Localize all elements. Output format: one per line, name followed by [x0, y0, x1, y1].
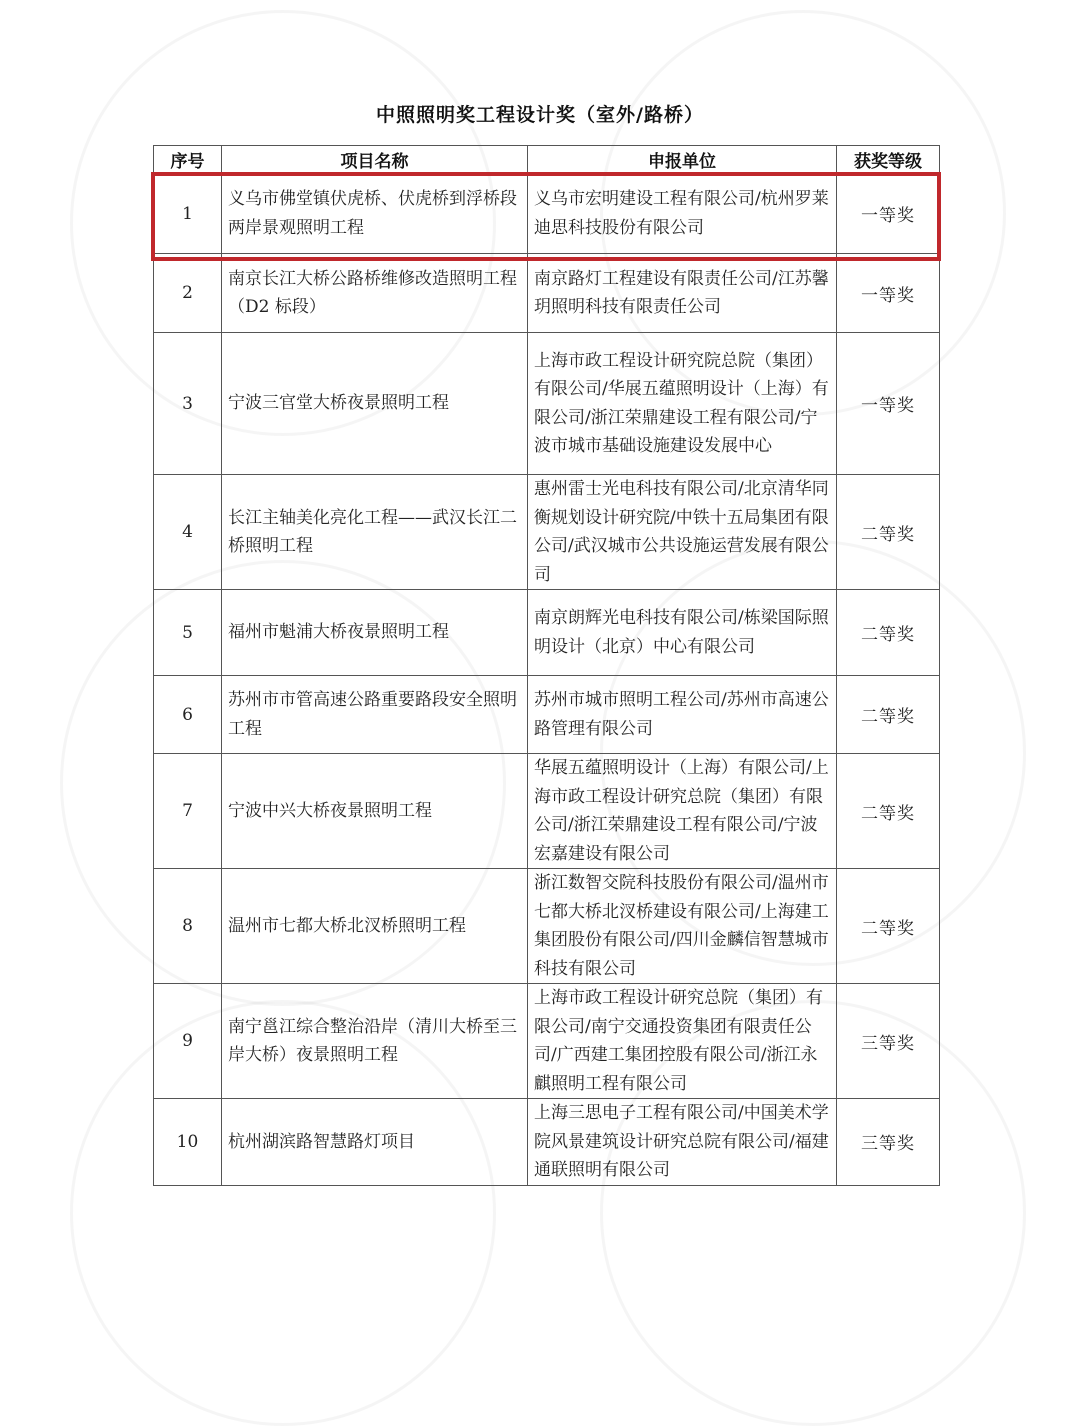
row-award: 二等奖: [837, 475, 940, 590]
row-award: 二等奖: [837, 754, 940, 869]
row-unit: 义乌市宏明建设工程有限公司/杭州罗莱迪思科技股份有限公司: [528, 174, 837, 254]
header-project: 项目名称: [222, 146, 528, 174]
row-award: 一等奖: [837, 254, 940, 333]
row-award: 一等奖: [837, 174, 940, 254]
row-no: 6: [154, 676, 222, 754]
row-no: 4: [154, 475, 222, 590]
row-unit: 上海市政工程设计研究总院（集团）有限公司/南宁交通投资集团有限责任公司/广西建工集团控股有限公司/浙江永麒照明工程有限公司: [528, 984, 837, 1099]
row-no: 10: [154, 1099, 222, 1186]
table-row: [154, 676, 940, 754]
header-no: 序号: [154, 146, 222, 174]
row-award: 二等奖: [837, 676, 940, 754]
row-no: 1: [154, 174, 222, 254]
row-no: 3: [154, 333, 222, 475]
row-no: 7: [154, 754, 222, 869]
row-project: 义乌市佛堂镇伏虎桥、伏虎桥到浮桥段两岸景观照明工程: [222, 174, 528, 254]
row-project: 南宁邕江综合整治沿岸（清川大桥至三岸大桥）夜景照明工程: [222, 984, 528, 1099]
row-project: 福州市魁浦大桥夜景照明工程: [222, 590, 528, 676]
table-row: [154, 333, 940, 475]
row-award: 一等奖: [837, 333, 940, 475]
row-unit: 上海三思电子工程有限公司/中国美术学院风景建筑设计研究总院有限公司/福建通联照明有限公司: [528, 1099, 837, 1186]
table-row: [154, 869, 940, 984]
row-unit: 华展五蕴照明设计（上海）有限公司/上海市政工程设计研究总院（集团）有限公司/浙江荣鼎建设工程有限公司/宁波宏嘉建设有限公司: [528, 754, 837, 869]
row-unit: 浙江数智交院科技股份有限公司/温州市七都大桥北汊桥建设有限公司/上海建工集团股份有限公司/四川金麟信智慧城市科技有限公司: [528, 869, 837, 984]
row-no: 9: [154, 984, 222, 1099]
header-row: [154, 146, 940, 174]
row-unit: 苏州市城市照明工程公司/苏州市高速公路管理有限公司: [528, 676, 837, 754]
row-no: 2: [154, 254, 222, 333]
row-project: 苏州市市管高速公路重要路段安全照明工程: [222, 676, 528, 754]
row-unit: 上海市政工程设计研究院总院（集团）有限公司/华展五蕴照明设计（上海）有限公司/浙江荣鼎建设工程有限公司/宁波市城市基础设施建设发展中心: [528, 333, 837, 475]
row-project: 宁波中兴大桥夜景照明工程: [222, 754, 528, 869]
row-no: 5: [154, 590, 222, 676]
row-project: 杭州湖滨路智慧路灯项目: [222, 1099, 528, 1186]
header-unit: 申报单位: [528, 146, 837, 174]
row-award: 三等奖: [837, 984, 940, 1099]
table-row: [154, 174, 940, 254]
page-title: 中照照明奖工程设计奖（室外/路桥）: [376, 104, 704, 126]
table-row: [154, 984, 940, 1099]
awards-table: [153, 145, 940, 1186]
row-no: 8: [154, 869, 222, 984]
row-unit: 惠州雷士光电科技有限公司/北京清华同衡规划设计研究院/中铁十五局集团有限公司/武汉城市公共设施运营发展有限公司: [528, 475, 837, 590]
row-award: 三等奖: [837, 1099, 940, 1186]
table-row: [154, 590, 940, 676]
row-project: 南京长江大桥公路桥维修改造照明工程（D2 标段）: [222, 254, 528, 333]
table-row: [154, 254, 940, 333]
table-row: [154, 754, 940, 869]
table-row: [154, 475, 940, 590]
row-project: 长江主轴美化亮化工程——武汉长江二桥照明工程: [222, 475, 528, 590]
header-award: 获奖等级: [837, 146, 940, 174]
row-project: 温州市七都大桥北汊桥照明工程: [222, 869, 528, 984]
row-project: 宁波三官堂大桥夜景照明工程: [222, 333, 528, 475]
row-unit: 南京路灯工程建设有限责任公司/江苏馨玥照明科技有限责任公司: [528, 254, 837, 333]
table-row: [154, 1099, 940, 1186]
row-award: 二等奖: [837, 590, 940, 676]
row-unit: 南京朗辉光电科技有限公司/栋梁国际照明设计（北京）中心有限公司: [528, 590, 837, 676]
row-award: 二等奖: [837, 869, 940, 984]
